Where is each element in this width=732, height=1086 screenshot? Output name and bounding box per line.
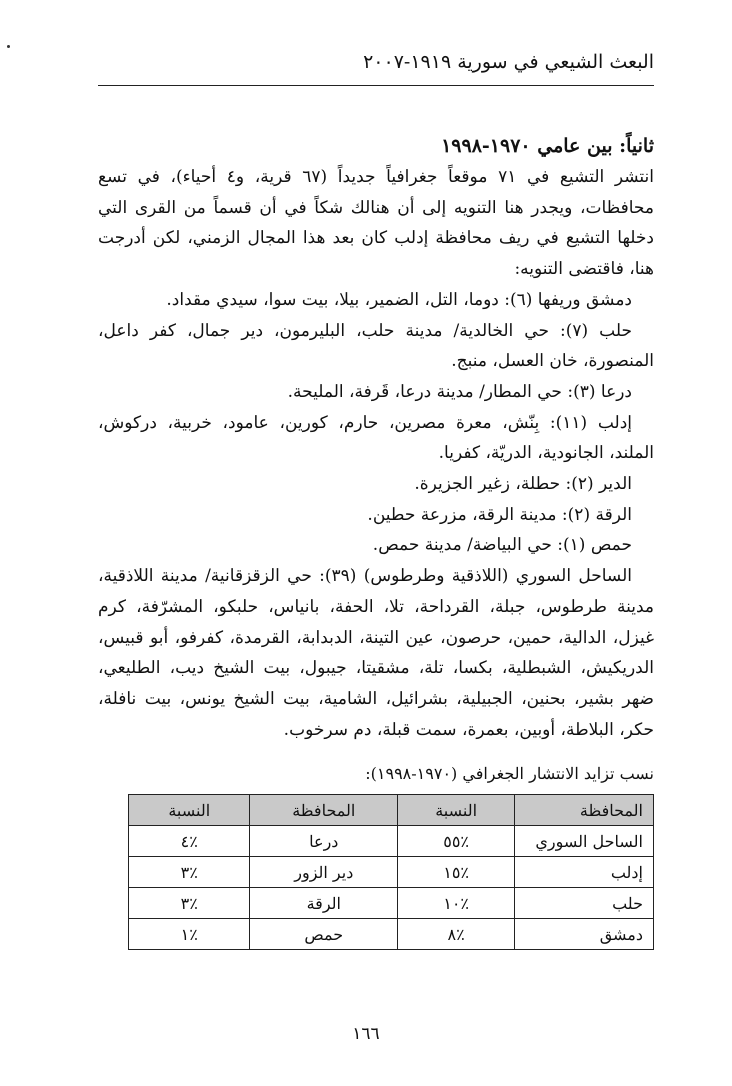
header-rule (98, 85, 654, 86)
running-header: البعث الشيعي في سورية ١٩١٩-٢٠٠٧ (363, 51, 654, 73)
scan-speck (7, 45, 10, 48)
table-cell: دير الزور (250, 857, 398, 888)
table-cell: درعا (250, 826, 398, 857)
table-cell: ٪٨ (398, 919, 515, 950)
entry-aleppo: حلب (٧): حي الخالدية/ مدينة حلب، البليرمون، دير جمال، كفر داعل، المنصورة، خان العسل، منبج. (98, 320, 654, 372)
table-cell: دمشق (515, 919, 654, 950)
table-row (129, 857, 654, 888)
table-cell: حمص (250, 919, 398, 950)
table-cell: حلب (515, 888, 654, 919)
table-row (129, 919, 654, 950)
table-cell: إدلب (515, 857, 654, 888)
entry-idlib: إدلب (١١): بِنّش، معرة مصرين، حارم، كورين، عامود، خربية، دركوش، الملند، الجانودية، الدريّة، كفريا. (98, 412, 654, 464)
entry-raqqa: الرقة (٢): مدينة الرقة، مزرعة حطين. (367, 504, 632, 525)
entry-damascus: دمشق وريفها (٦): دوما، التل، الضمير، بيلا، بيت سوا، سيدي مقداد. (166, 289, 632, 310)
column-header: النسبة (129, 795, 250, 826)
entry-homs: حمص (١): حي البياضة/ مدينة حمص. (372, 535, 632, 556)
table-row (129, 888, 654, 919)
column-header: النسبة (398, 795, 515, 826)
table-cell: ٪٣ (129, 888, 250, 919)
table-cell: ٪٤ (129, 826, 250, 857)
table-row (129, 826, 654, 857)
table-cell: ٪٣ (129, 857, 250, 888)
table-cell: ٪١ (129, 919, 250, 950)
section-heading: ثانياً: بين عامي ١٩٧٠-١٩٩٨ (441, 135, 654, 157)
table-header-row (129, 795, 654, 826)
table-cell: الرقة (250, 888, 398, 919)
table-caption: نسب تزايد الانتشار الجغرافي (١٩٧٠-١٩٩٨): (365, 764, 654, 783)
entry-coast: الساحل السوري (اللاذقية وطرطوس) (٣٩): حي الزقزقانية/ مدينة اللاذقية، مدينة طرطوس، جبلة، القرداحة، تلا، الحفة، بانياس، حلبكو، المشرّفة، كرم غيزل، الدالية، حمين، حرصون، عين التينة، الدبدابة، القرمدة، كفرفو، أبو قبيس، الدريكيش، الشبطلية، بكسا، تلة، مشقيتا، جيبول، بيت الشيخ ديب، الطليعي، ضهر بشير، بحنين، الجبيلية، بشرائيل، الشامية، بيت الشيخ يونس، بيت نافلة، حكر، البلاطة، أوبين، بعمرة، سمت قبلة، دم سرخوب. (98, 566, 654, 740)
main-text (98, 130, 654, 745)
table-cell: الساحل السوري (515, 826, 654, 857)
intro-paragraph: انتشر التشيع في ٧١ موقعاً جغرافياً جديداً (٦٧ قرية، و٤ أحياء)، في تسع محافظات، ويجدر هنا التنويه إلى أن هنالك شكاً في أن قسماً من القرى التي دخلها التشيع في ريف محافظة إدلب كان بعد هذا المجال الزمني، لكن أدرجت هنا، فاقتضى التنويه: (98, 167, 655, 280)
column-header: المحافظة (515, 795, 654, 826)
spread-percentage-table (128, 794, 654, 950)
page-number: ١٦٦ (352, 1024, 380, 1044)
column-header: المحافظة (250, 795, 398, 826)
entry-deir: الدير (٢): حطلة، زغير الجزيرة. (414, 474, 632, 495)
entry-daraa: درعا (٣): حي المطار/ مدينة درعا، قَرفة، المليحة. (287, 381, 632, 402)
table-cell: ٪٥٥ (398, 826, 515, 857)
table-cell: ٪١٥ (398, 857, 515, 888)
table-cell: ٪١٠ (398, 888, 515, 919)
